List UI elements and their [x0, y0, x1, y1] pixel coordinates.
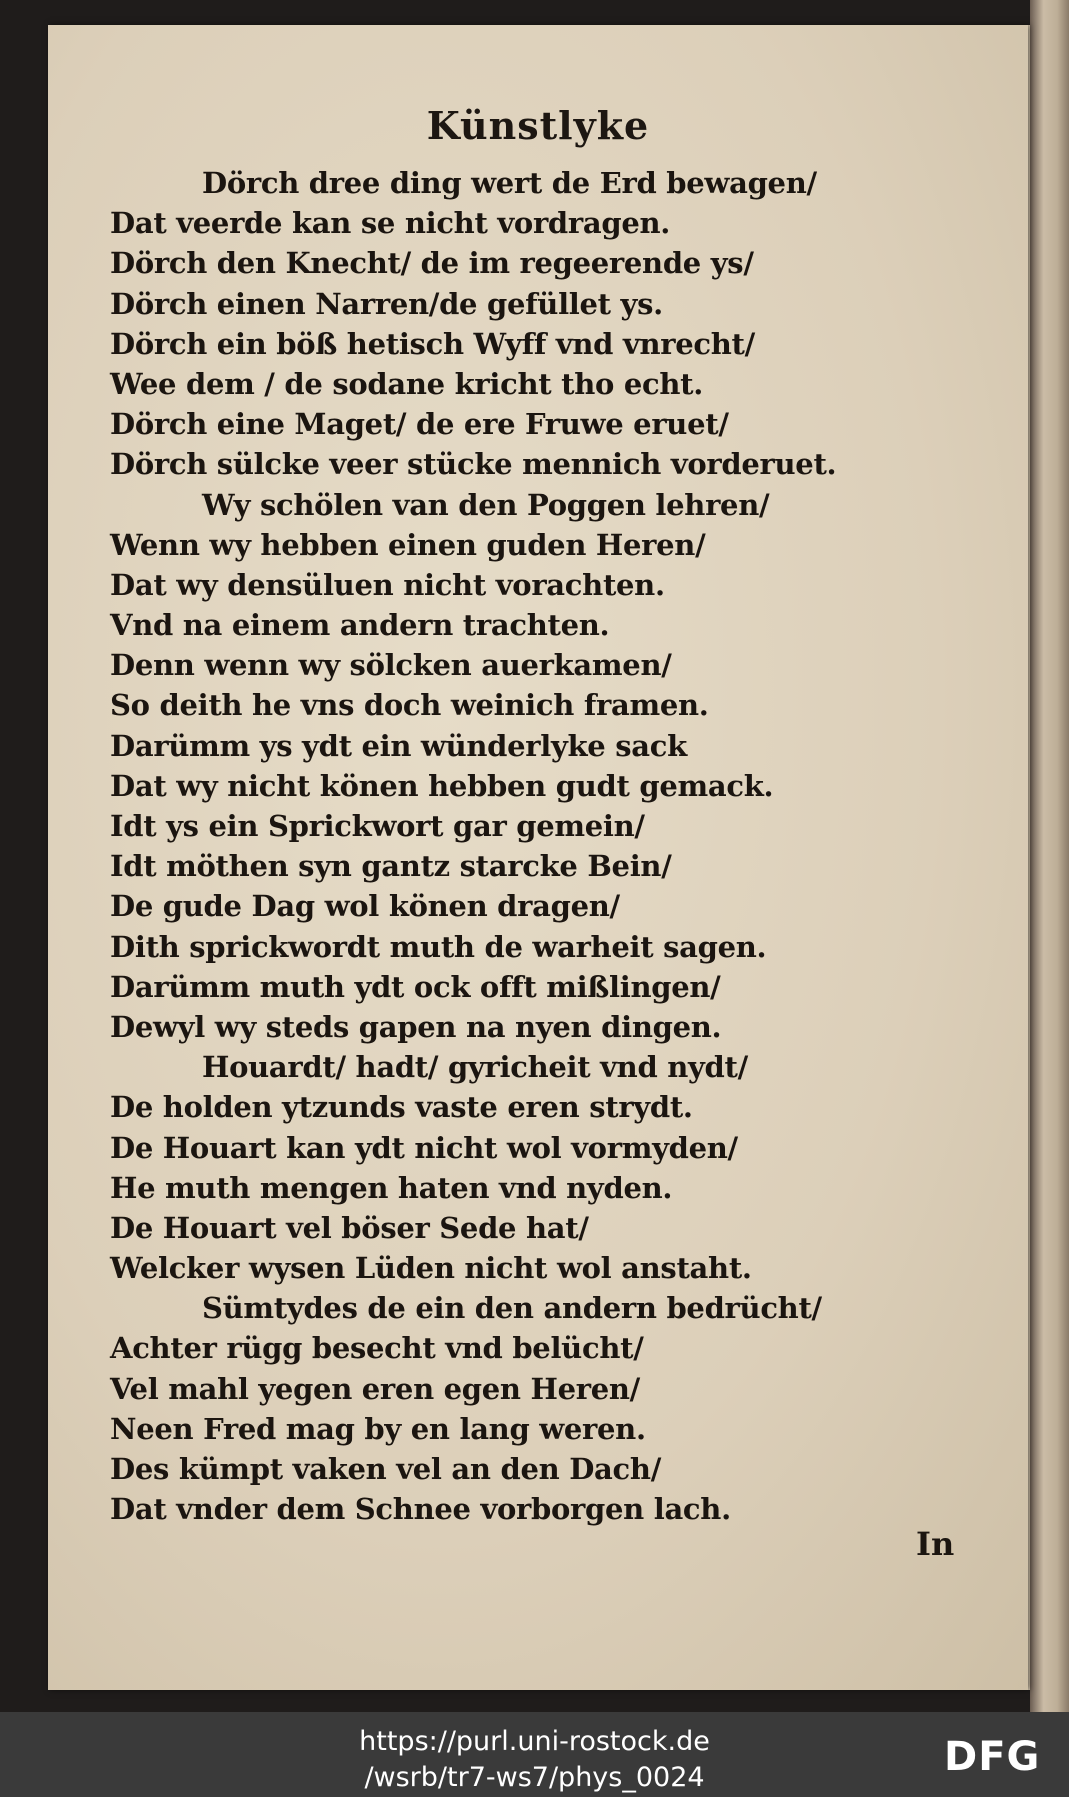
verse-line: Dewyl wy steds gapen na nyen dingen. — [110, 1009, 722, 1044]
permalink[interactable] — [0, 1724, 1069, 1796]
verse-line: Dat vnder dem Schnee vorborgen lach. — [110, 1492, 731, 1527]
verse-line: Dörch dree ding wert de Erd bewagen/ — [202, 166, 817, 200]
verse-block — [110, 163, 990, 1529]
page-heading: Künstlyke — [426, 103, 650, 148]
verse-line: Houardt/ hadt/ gyricheit vnd nydt/ — [202, 1050, 748, 1085]
next-page-edge — [1030, 0, 1069, 1712]
verse-line: De holden ytzunds vaste eren strydt. — [110, 1090, 693, 1125]
verse-line: De Houart kan ydt nicht wol vormyden/ — [110, 1130, 738, 1165]
verse-line: He muth mengen haten vnd nyden. — [110, 1170, 673, 1205]
verse-line: Sümtydes de ein den andern bedrücht/ — [202, 1291, 822, 1326]
verse-line: Dörch den Knecht/ de im regeerende ys/ — [110, 246, 754, 281]
verse-line: Dat veerde kan se nicht vordragen. — [110, 206, 671, 241]
verse-line: Dörch ein böß hetisch Wyff vnd vnrecht/ — [110, 326, 755, 361]
verse-line: Idt möthen syn gantz starcke Bein/ — [110, 849, 672, 884]
verse-line: Welcker wysen Lüden nicht wol anstaht. — [110, 1251, 752, 1286]
verse-line: Dat wy densüluen nicht vorachten. — [110, 567, 665, 602]
verse-line: Denn wenn wy sölcken auerkamen/ — [110, 648, 672, 683]
permalink-line-2: /wsrb/tr7-ws7/phys_0024 — [364, 1762, 705, 1793]
verse-line: Wee dem / de sodane kricht tho echt. — [110, 366, 704, 401]
verse-line: Idt ys ein Sprickwort gar gemein/ — [110, 809, 645, 843]
verse-line: So deith he vns doch weinich framen. — [110, 688, 709, 723]
verse-line: De gude Dag wol könen dragen/ — [110, 889, 620, 924]
verse-line: Wenn wy hebben einen guden Heren/ — [110, 527, 706, 562]
verse-line: Neen Fred mag by en lang weren. — [110, 1411, 646, 1446]
verse-line: Darümm ys ydt ein wünderlyke sack — [110, 728, 687, 763]
permalink-line-1: https://purl.uni-rostock.de — [359, 1726, 710, 1757]
verse-line: Dörch eine Maget/ de ere Fruwe eruet/ — [110, 407, 729, 442]
verse-line: Wy schölen van den Poggen lehren/ — [202, 487, 770, 522]
verse-line: Achter rügg besecht vnd belücht/ — [110, 1331, 644, 1366]
catchword: In — [916, 1525, 955, 1563]
verse-line: Dat wy nicht könen hebben gudt gemack. — [110, 768, 774, 803]
verse-line: Vnd na einem andern trachten. — [110, 608, 610, 643]
footer-bar — [0, 1712, 1069, 1797]
verse-line: Dörch einen Narren/de gefüllet ys. — [110, 286, 663, 321]
verse-line: Vel mahl yegen eren egen Heren/ — [110, 1371, 640, 1406]
verse-line: Darümm muth ydt ock offt mißlingen/ — [110, 969, 721, 1004]
dfg-logo: DFG — [944, 1734, 1041, 1780]
book-page — [48, 25, 1028, 1690]
verse-line: Dörch sülcke veer stücke mennich vorderuet. — [110, 447, 837, 482]
verse-line: Dith sprickwordt muth de warheit sagen. — [110, 929, 767, 964]
verse-line: De Houart vel böser Sede hat/ — [110, 1210, 589, 1245]
verse-line: Des kümpt vaken vel an den Dach/ — [110, 1452, 661, 1486]
